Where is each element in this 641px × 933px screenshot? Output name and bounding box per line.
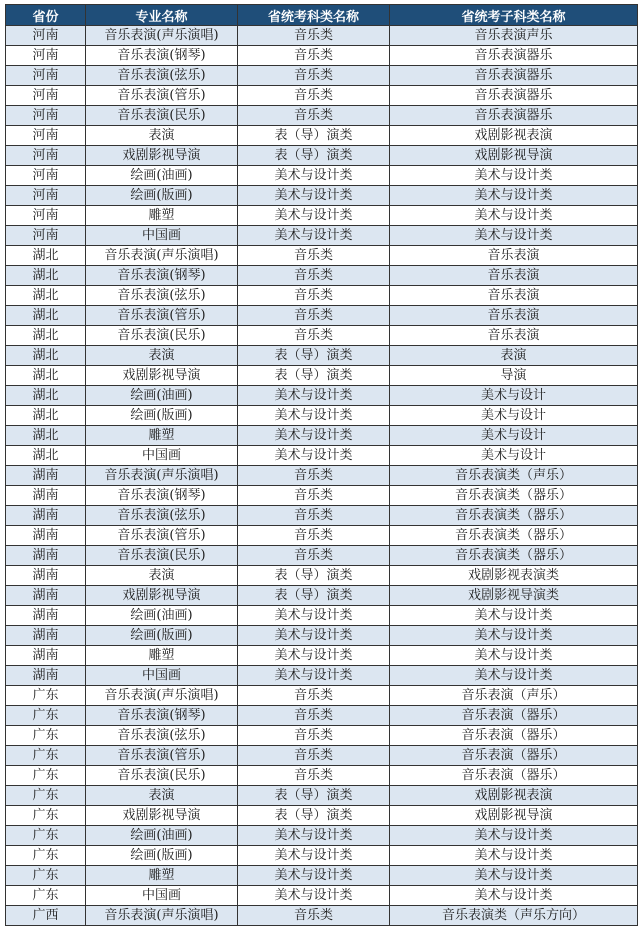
table-row — [6, 906, 638, 926]
table-row — [6, 686, 638, 706]
table-row — [6, 426, 638, 446]
exam-category-cell: 音乐类 — [238, 466, 390, 486]
exam-subcategory-cell: 导演 — [390, 366, 638, 386]
exam-subcategory-cell: 美术与设计 — [390, 426, 638, 446]
header-exam-category: 省统考科类名称 — [238, 5, 390, 26]
header-province: 省份 — [6, 5, 86, 26]
table-row — [6, 346, 638, 366]
table-row — [6, 606, 638, 626]
province-cell: 湖南 — [6, 466, 86, 486]
major-name-cell: 音乐表演(钢琴) — [86, 706, 238, 726]
province-cell: 湖南 — [6, 546, 86, 566]
table-row — [6, 306, 638, 326]
exam-category-cell: 音乐类 — [238, 546, 390, 566]
exam-category-cell: 音乐类 — [238, 306, 390, 326]
exam-subcategory-cell: 美术与设计类 — [390, 606, 638, 626]
exam-category-cell: 音乐类 — [238, 26, 390, 46]
exam-subcategory-cell: 美术与设计类 — [390, 886, 638, 906]
province-cell: 广东 — [6, 846, 86, 866]
table-row — [6, 666, 638, 686]
major-name-cell: 音乐表演(民乐) — [86, 546, 238, 566]
table-row — [6, 326, 638, 346]
major-name-cell: 音乐表演(弦乐) — [86, 506, 238, 526]
exam-category-cell: 美术与设计类 — [238, 186, 390, 206]
exam-category-cell: 音乐类 — [238, 686, 390, 706]
major-name-cell: 戏剧影视导演 — [86, 366, 238, 386]
table-row — [6, 546, 638, 566]
exam-subcategory-cell: 音乐表演 — [390, 266, 638, 286]
table-row — [6, 626, 638, 646]
exam-subcategory-cell: 音乐表演 — [390, 246, 638, 266]
exam-category-cell: 音乐类 — [238, 746, 390, 766]
table-row — [6, 586, 638, 606]
major-name-cell: 音乐表演(声乐演唱) — [86, 686, 238, 706]
exam-category-cell: 音乐类 — [238, 106, 390, 126]
table-row — [6, 206, 638, 226]
table-row — [6, 286, 638, 306]
table-row — [6, 746, 638, 766]
major-name-cell: 音乐表演(民乐) — [86, 106, 238, 126]
major-name-cell: 戏剧影视导演 — [86, 806, 238, 826]
exam-subcategory-cell: 戏剧影视表演 — [390, 786, 638, 806]
province-cell: 湖南 — [6, 506, 86, 526]
province-cell: 广东 — [6, 826, 86, 846]
exam-category-cell: 美术与设计类 — [238, 846, 390, 866]
exam-subcategory-cell: 音乐表演器乐 — [390, 46, 638, 66]
province-cell: 广东 — [6, 786, 86, 806]
major-name-cell: 绘画(版画) — [86, 846, 238, 866]
exam-category-cell: 音乐类 — [238, 526, 390, 546]
province-cell: 广东 — [6, 706, 86, 726]
exam-category-cell: 美术与设计类 — [238, 206, 390, 226]
major-name-cell: 绘画(油画) — [86, 166, 238, 186]
exam-category-cell: 音乐类 — [238, 66, 390, 86]
table-row — [6, 166, 638, 186]
major-name-cell: 音乐表演(声乐演唱) — [86, 466, 238, 486]
exam-subcategory-cell: 戏剧影视表演 — [390, 126, 638, 146]
exam-category-cell: 美术与设计类 — [238, 626, 390, 646]
province-cell: 广东 — [6, 866, 86, 886]
exam-category-cell: 音乐类 — [238, 86, 390, 106]
major-name-cell: 雕塑 — [86, 866, 238, 886]
province-cell: 广西 — [6, 906, 86, 926]
major-name-cell: 音乐表演(管乐) — [86, 526, 238, 546]
header-exam-subcategory: 省统考子科类名称 — [390, 5, 638, 26]
major-name-cell: 绘画(版画) — [86, 626, 238, 646]
major-name-cell: 绘画(版画) — [86, 186, 238, 206]
province-cell: 湖北 — [6, 406, 86, 426]
exam-subcategory-cell: 音乐表演器乐 — [390, 86, 638, 106]
exam-subcategory-cell: 戏剧影视导演 — [390, 146, 638, 166]
header-row — [6, 5, 638, 26]
major-name-cell: 表演 — [86, 126, 238, 146]
province-cell: 湖北 — [6, 246, 86, 266]
exam-subcategory-cell: 表演 — [390, 346, 638, 366]
major-name-cell: 雕塑 — [86, 426, 238, 446]
major-name-cell: 雕塑 — [86, 206, 238, 226]
major-name-cell: 表演 — [86, 346, 238, 366]
exam-category-cell: 音乐类 — [238, 506, 390, 526]
exam-subcategory-cell: 美术与设计类 — [390, 666, 638, 686]
exam-category-cell: 表（导）演类 — [238, 366, 390, 386]
province-cell: 湖南 — [6, 646, 86, 666]
exam-category-cell: 音乐类 — [238, 766, 390, 786]
exam-category-cell: 音乐类 — [238, 246, 390, 266]
exam-subcategory-cell: 音乐表演（器乐） — [390, 746, 638, 766]
table-row — [6, 246, 638, 266]
exam-category-cell: 美术与设计类 — [238, 226, 390, 246]
exam-subcategory-cell: 戏剧影视表演类 — [390, 566, 638, 586]
major-name-cell: 音乐表演(钢琴) — [86, 46, 238, 66]
province-cell: 河南 — [6, 206, 86, 226]
major-name-cell: 表演 — [86, 566, 238, 586]
table-row — [6, 726, 638, 746]
province-cell: 广东 — [6, 686, 86, 706]
province-cell: 湖北 — [6, 266, 86, 286]
province-cell: 河南 — [6, 106, 86, 126]
exam-category-cell: 美术与设计类 — [238, 426, 390, 446]
table-row — [6, 706, 638, 726]
major-name-cell: 音乐表演(民乐) — [86, 326, 238, 346]
exam-subcategory-cell: 音乐表演声乐 — [390, 26, 638, 46]
table-row — [6, 526, 638, 546]
table-row — [6, 106, 638, 126]
exam-subcategory-cell: 音乐表演器乐 — [390, 66, 638, 86]
exam-subcategory-cell: 音乐表演类（器乐） — [390, 526, 638, 546]
major-name-cell: 绘画(油画) — [86, 386, 238, 406]
exam-subcategory-cell: 美术与设计类 — [390, 646, 638, 666]
province-cell: 广东 — [6, 726, 86, 746]
major-name-cell: 雕塑 — [86, 646, 238, 666]
table-row — [6, 866, 638, 886]
exam-category-cell: 表（导）演类 — [238, 346, 390, 366]
exam-subcategory-cell: 美术与设计类 — [390, 206, 638, 226]
exam-category-cell: 音乐类 — [238, 486, 390, 506]
province-cell: 湖北 — [6, 366, 86, 386]
table-body — [6, 26, 638, 926]
major-name-cell: 音乐表演(管乐) — [86, 746, 238, 766]
table-row — [6, 506, 638, 526]
table-row — [6, 886, 638, 906]
major-name-cell: 音乐表演(钢琴) — [86, 266, 238, 286]
major-name-cell: 戏剧影视导演 — [86, 146, 238, 166]
table-row — [6, 386, 638, 406]
province-cell: 湖南 — [6, 606, 86, 626]
province-cell: 湖南 — [6, 566, 86, 586]
exam-category-cell: 表（导）演类 — [238, 126, 390, 146]
exam-category-cell: 美术与设计类 — [238, 886, 390, 906]
major-name-cell: 绘画(油画) — [86, 826, 238, 846]
major-name-cell: 中国画 — [86, 446, 238, 466]
major-name-cell: 音乐表演(管乐) — [86, 86, 238, 106]
province-cell: 湖北 — [6, 426, 86, 446]
exam-subcategory-cell: 美术与设计 — [390, 386, 638, 406]
province-cell: 湖北 — [6, 306, 86, 326]
exam-category-cell: 表（导）演类 — [238, 566, 390, 586]
exam-subcategory-cell: 美术与设计类 — [390, 186, 638, 206]
exam-category-cell: 音乐类 — [238, 266, 390, 286]
major-name-cell: 绘画(版画) — [86, 406, 238, 426]
exam-subcategory-cell: 音乐表演 — [390, 326, 638, 346]
exam-category-cell: 美术与设计类 — [238, 666, 390, 686]
exam-category-cell: 美术与设计类 — [238, 166, 390, 186]
table-row — [6, 266, 638, 286]
province-cell: 湖北 — [6, 446, 86, 466]
exam-category-cell: 音乐类 — [238, 46, 390, 66]
exam-subcategory-cell: 音乐表演类（声乐方向） — [390, 906, 638, 926]
province-cell: 广东 — [6, 746, 86, 766]
table-row — [6, 366, 638, 386]
major-name-cell: 中国画 — [86, 886, 238, 906]
exam-category-cell: 美术与设计类 — [238, 406, 390, 426]
table-row — [6, 566, 638, 586]
exam-category-cell: 表（导）演类 — [238, 586, 390, 606]
table-row — [6, 806, 638, 826]
province-cell: 河南 — [6, 226, 86, 246]
province-cell: 广东 — [6, 886, 86, 906]
major-name-cell: 中国画 — [86, 226, 238, 246]
table-row — [6, 146, 638, 166]
province-cell: 河南 — [6, 66, 86, 86]
province-cell: 河南 — [6, 26, 86, 46]
exam-category-cell: 音乐类 — [238, 326, 390, 346]
province-cell: 湖北 — [6, 346, 86, 366]
exam-subcategory-cell: 音乐表演（器乐） — [390, 706, 638, 726]
province-cell: 湖南 — [6, 666, 86, 686]
province-cell: 广东 — [6, 766, 86, 786]
table-row — [6, 846, 638, 866]
major-name-cell: 音乐表演(声乐演唱) — [86, 906, 238, 926]
major-name-cell: 音乐表演(声乐演唱) — [86, 26, 238, 46]
table-row — [6, 786, 638, 806]
province-cell: 湖南 — [6, 486, 86, 506]
province-cell: 广东 — [6, 806, 86, 826]
province-cell: 河南 — [6, 146, 86, 166]
exam-category-cell: 表（导）演类 — [238, 146, 390, 166]
exam-subcategory-cell: 美术与设计 — [390, 406, 638, 426]
table-row — [6, 46, 638, 66]
major-name-cell: 音乐表演(民乐) — [86, 766, 238, 786]
major-name-cell: 中国画 — [86, 666, 238, 686]
exam-category-cell: 美术与设计类 — [238, 606, 390, 626]
exam-category-cell: 音乐类 — [238, 906, 390, 926]
table-row — [6, 646, 638, 666]
major-name-cell: 戏剧影视导演 — [86, 586, 238, 606]
exam-subcategory-cell: 戏剧影视导演 — [390, 806, 638, 826]
table-row — [6, 486, 638, 506]
exam-subcategory-cell: 音乐表演 — [390, 306, 638, 326]
province-cell: 河南 — [6, 46, 86, 66]
province-cell: 湖北 — [6, 386, 86, 406]
exam-category-cell: 音乐类 — [238, 706, 390, 726]
major-name-cell: 表演 — [86, 786, 238, 806]
province-cell: 湖北 — [6, 286, 86, 306]
exam-category-cell: 音乐类 — [238, 286, 390, 306]
exam-subcategory-cell: 美术与设计 — [390, 446, 638, 466]
major-name-cell: 音乐表演(钢琴) — [86, 486, 238, 506]
major-name-cell: 音乐表演(弦乐) — [86, 286, 238, 306]
province-cell: 河南 — [6, 126, 86, 146]
table-row — [6, 86, 638, 106]
exam-subcategory-cell: 音乐表演类（器乐） — [390, 506, 638, 526]
exam-subcategory-cell: 美术与设计类 — [390, 226, 638, 246]
exam-subcategory-cell: 音乐表演器乐 — [390, 106, 638, 126]
table-row — [6, 466, 638, 486]
table-row — [6, 226, 638, 246]
exam-category-cell: 美术与设计类 — [238, 826, 390, 846]
exam-subcategory-cell: 音乐表演（器乐） — [390, 766, 638, 786]
table-row — [6, 766, 638, 786]
table-row — [6, 186, 638, 206]
province-cell: 湖南 — [6, 626, 86, 646]
major-name-cell: 音乐表演(管乐) — [86, 306, 238, 326]
major-name-cell: 绘画(油画) — [86, 606, 238, 626]
exam-subcategory-cell: 美术与设计类 — [390, 826, 638, 846]
exam-subcategory-cell: 音乐表演（声乐） — [390, 686, 638, 706]
major-name-cell: 音乐表演(弦乐) — [86, 66, 238, 86]
table-row — [6, 446, 638, 466]
exam-category-cell: 美术与设计类 — [238, 646, 390, 666]
table-row — [6, 406, 638, 426]
exam-subcategory-cell: 戏剧影视导演类 — [390, 586, 638, 606]
exam-subcategory-cell: 音乐表演 — [390, 286, 638, 306]
exam-subcategory-cell: 美术与设计类 — [390, 846, 638, 866]
exam-subcategory-cell: 音乐表演（器乐） — [390, 726, 638, 746]
table-row — [6, 826, 638, 846]
table-row — [6, 66, 638, 86]
province-cell: 河南 — [6, 166, 86, 186]
exam-category-cell: 美术与设计类 — [238, 446, 390, 466]
header-major-name: 专业名称 — [86, 5, 238, 26]
province-cell: 河南 — [6, 86, 86, 106]
province-cell: 湖北 — [6, 326, 86, 346]
exam-category-cell: 美术与设计类 — [238, 866, 390, 886]
major-name-cell: 音乐表演(弦乐) — [86, 726, 238, 746]
exam-subcategory-cell: 美术与设计类 — [390, 626, 638, 646]
province-cell: 河南 — [6, 186, 86, 206]
exam-subcategory-cell: 音乐表演类（器乐） — [390, 546, 638, 566]
exam-subcategory-cell: 音乐表演类（器乐） — [390, 486, 638, 506]
exam-subcategory-cell: 美术与设计类 — [390, 866, 638, 886]
province-cell: 湖南 — [6, 526, 86, 546]
table-row — [6, 126, 638, 146]
exam-subcategory-cell: 音乐表演类（声乐） — [390, 466, 638, 486]
exam-category-cell: 音乐类 — [238, 726, 390, 746]
exam-subcategory-cell: 美术与设计类 — [390, 166, 638, 186]
exam-category-cell: 表（导）演类 — [238, 786, 390, 806]
exam-category-cell: 表（导）演类 — [238, 806, 390, 826]
province-cell: 湖南 — [6, 586, 86, 606]
major-category-table — [5, 4, 638, 926]
major-name-cell: 音乐表演(声乐演唱) — [86, 246, 238, 266]
exam-category-cell: 美术与设计类 — [238, 386, 390, 406]
table-row — [6, 26, 638, 46]
